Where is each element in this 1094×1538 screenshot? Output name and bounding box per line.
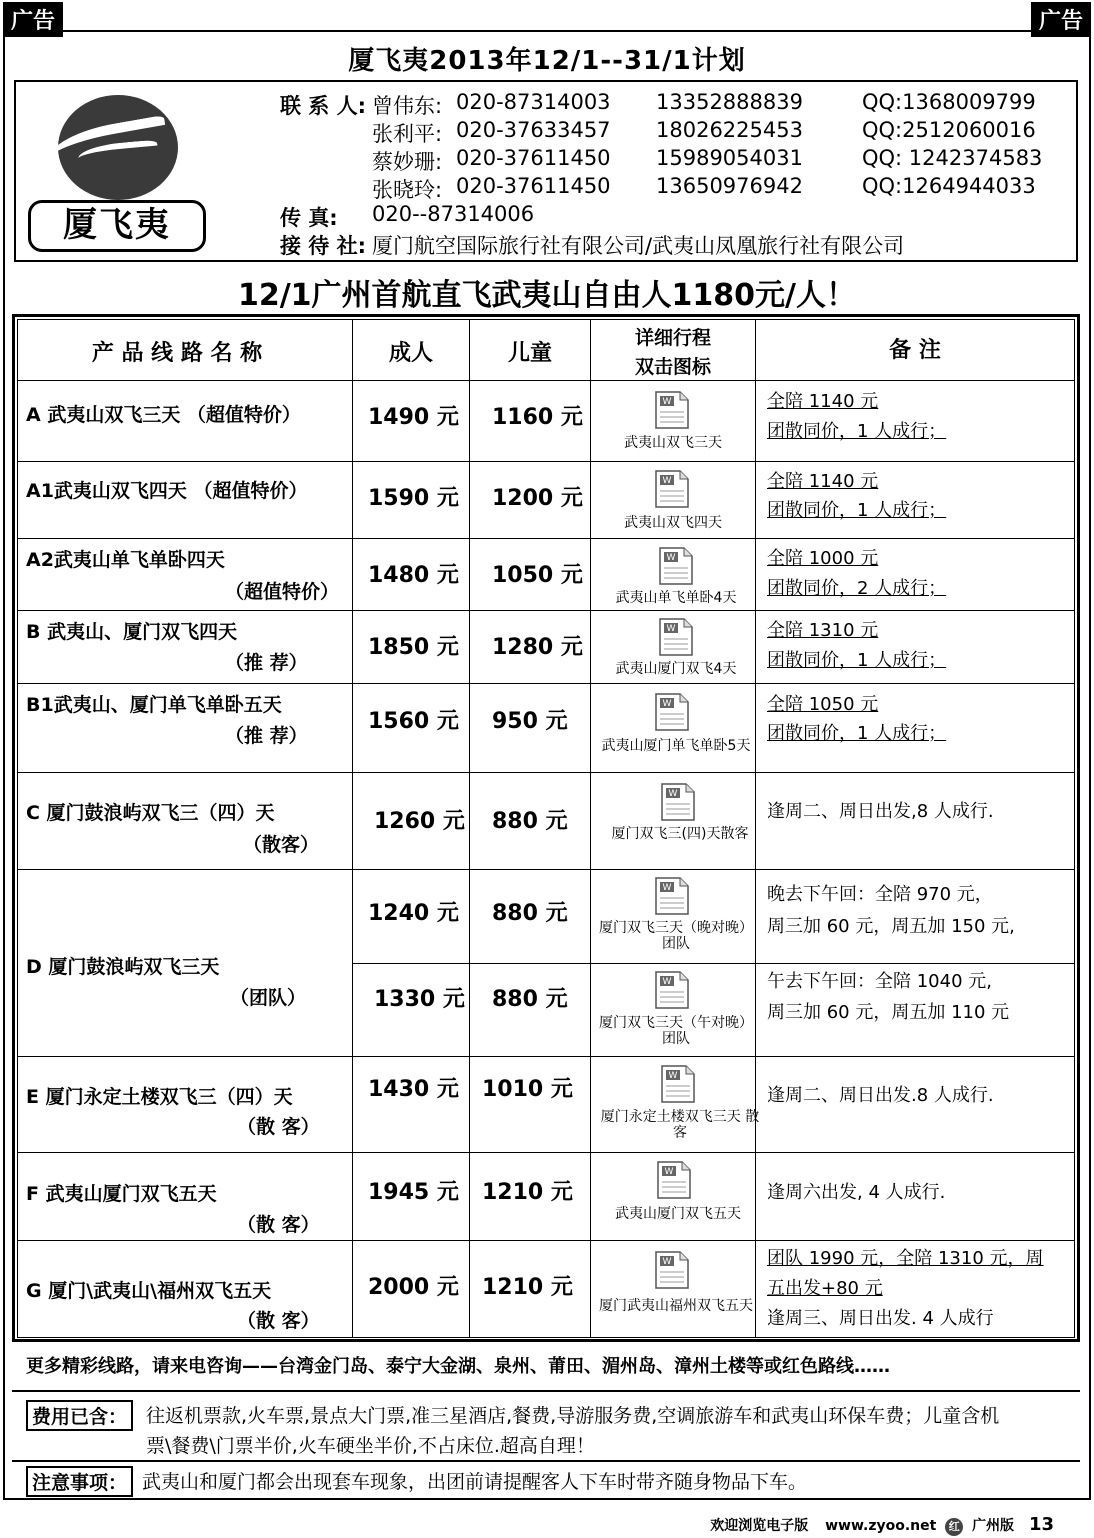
ad-label-left: 广告 [3,2,63,37]
remark-line: 逢周三、周日出发. 4 人成行 [767,1308,994,1329]
remark-line: 逢周二、周日出发,8 人成行. [767,801,994,822]
remark-line: 周三加 60 元，周五加 110 元 [767,1002,1010,1023]
svg-text:W: W [662,1257,672,1267]
route-tag: （团队） [230,987,307,1009]
divider [12,1390,1080,1392]
doc-caption[interactable]: 厦门双飞三天（晚对晚）团队 [599,920,753,952]
contact-phone: 020-37633457 [456,118,611,142]
contact-mobile: 15989054031 [656,146,803,170]
svg-text:W: W [666,553,676,563]
word-doc-icon[interactable] [654,1250,690,1290]
contact-name: 曾伟东: [372,94,443,118]
route-name: A1武夷山双飞四天 （超值特价） [26,480,308,502]
notice-text: 武夷山和厦门都会出现套车现象，出团前请提醒客人下车时带齐随身物品下车。 [142,1471,808,1493]
child-price: 1010 元 [482,1077,573,1102]
route-tag: （推 荐） [225,652,308,674]
route-name: E 厦门永定土楼双飞三（四）天 [26,1086,293,1108]
route-name: F 武夷山厦门双飞五天 [26,1183,217,1205]
word-doc-icon[interactable] [654,390,690,430]
route-name: B 武夷山、厦门双飞四天 [26,621,238,643]
remark-line: 全陪 1310 元 [767,620,879,641]
doc-caption[interactable]: 武夷山双飞三天 [624,435,722,451]
child-price: 1210 元 [482,1275,573,1300]
remark-line: 团散同价，1 人成行； [767,421,947,442]
doc-caption[interactable]: 厦门永定土楼双飞三天 散客 [600,1109,760,1141]
agency-label: 接 待 社: [280,234,367,258]
remark-line: 全陪 1050 元 [767,694,879,715]
promo-headline: 12/1广州首航直飞武夷山自由人1180元/人！ [237,278,857,313]
footer [710,1514,1054,1536]
adult-price: 1590 元 [368,486,459,511]
route-name: A 武夷山双飞三天 （超值特价） [26,404,301,426]
contact-qq: QQ:2512060016 [862,118,1036,142]
adult-price: 1850 元 [368,635,459,660]
remark-line: 五出发+80 元 [767,1278,883,1299]
doc-caption[interactable]: 厦门双飞三(四)天散客 [611,826,749,842]
adult-price: 1330 元 [374,987,465,1012]
contact-phone: 020-37611450 [456,146,611,170]
notice-label: 注意事项： [26,1466,133,1497]
header-route: 产 品 线 路 名 称 [91,341,263,366]
doc-caption[interactable]: 厦门武夷山福州双飞五天 [599,1298,753,1314]
footer-welcome: 欢迎浏览电子版 [710,1518,809,1534]
word-doc-icon[interactable] [660,1064,696,1104]
remark-line: 团散同价，1 人成行； [767,500,947,521]
svg-text:W: W [664,1167,674,1177]
page-title: 厦飞夷2013年12/1--31/1计划 [348,46,746,76]
remark-line: 全陪 1140 元 [767,391,879,412]
agency-name: 厦门航空国际旅行社有限公司/武夷山凤凰旅行社有限公司 [372,234,905,258]
contact-name: 蔡妙珊: [372,150,443,174]
doc-caption[interactable]: 武夷山单飞单卧4天 [615,590,737,606]
more-routes-text: 更多精彩线路，请来电咨询——台湾金门岛、泰宁大金湖、泉州、莆田、湄州岛、漳州土楼等或红色路线…… [26,1356,890,1377]
child-price: 1050 元 [492,563,583,588]
route-name: B1武夷山、厦门单飞单卧五天 [26,694,282,716]
word-doc-icon[interactable] [660,782,696,822]
contact-label: 联 系 人: [280,94,367,118]
remark-line: 逢周六出发, 4 人成行. [767,1182,946,1203]
contact-qq: QQ:1368009799 [862,90,1036,114]
word-doc-icon[interactable] [656,1160,692,1200]
contact-mobile: 13352888839 [656,90,803,114]
page-number: 13 [1028,1514,1054,1535]
remark-line: 周三加 60 元，周五加 150 元, [767,916,1015,937]
route-tag: （散 客） [237,1310,320,1332]
doc-caption[interactable]: 武夷山双飞四天 [624,515,722,531]
footer-edition: 广州版 [972,1518,1015,1534]
svg-text:W: W [668,789,678,799]
svg-text:W: W [668,1071,678,1081]
header-detail-2: 双击图标 [634,356,711,378]
fax-label: 传 真: [280,206,338,230]
child-price: 1160 元 [492,405,583,430]
adult-price: 1240 元 [368,901,459,926]
ad-label-right: 广告 [1031,2,1091,37]
route-tag: （散客） [243,834,320,856]
svg-text:W: W [662,397,672,407]
adult-cell [352,1056,470,1153]
remark-line: 团散同价，1 人成行； [767,723,947,744]
contact-name: 张利平: [372,122,443,146]
header-detail-1: 详细行程 [634,327,711,349]
route-name: C 厦门鼓浪屿双飞三（四）天 [26,802,275,824]
doc-caption[interactable]: 厦门双飞三天（午对晚）团队 [599,1015,753,1047]
word-doc-icon[interactable] [654,692,690,732]
remark-line: 晚去下午回：全陪 970 元， [767,884,993,905]
header-adult: 成人 [388,341,433,366]
adult-price: 1945 元 [368,1180,459,1205]
remark-line: 全陪 1000 元 [767,548,879,569]
divider [12,1460,1080,1462]
route-tag: （超值特价） [225,581,340,603]
fax-number: 020--87314006 [372,202,535,226]
contact-qq: QQ: 1242374583 [862,146,1043,170]
route-name: G 厦门\武夷山\福州双飞五天 [26,1280,272,1302]
header-remark: 备 注 [889,338,941,363]
adult-price: 1490 元 [368,405,459,430]
svg-text:W: W [662,699,672,709]
doc-caption[interactable]: 武夷山厦门双飞4天 [615,661,737,677]
svg-text:W: W [662,883,672,893]
remark-line: 团散同价，1 人成行； [767,650,947,671]
child-price: 880 元 [492,901,568,926]
remark-line: 逢周二、周日出发.8 人成行. [767,1085,994,1106]
child-cell [469,1056,591,1153]
doc-caption[interactable]: 武夷山厦门单飞单卧5天 [601,738,751,754]
word-doc-icon[interactable] [654,876,690,916]
word-doc-icon[interactable] [654,469,690,509]
adult-price: 2000 元 [368,1275,459,1300]
contact-name: 张晓玲: [372,178,443,202]
child-price: 880 元 [492,809,568,834]
route-tag: （散 客） [237,1214,320,1236]
svg-text:W: W [662,476,672,486]
footer-badge-icon: 红 [945,1518,963,1536]
child-price: 1280 元 [492,635,583,660]
contact-mobile: 18026225453 [656,118,803,142]
word-doc-icon[interactable] [658,546,694,586]
contact-qq: QQ:1264944033 [862,174,1036,198]
remark-line: 全陪 1140 元 [767,471,879,492]
adult-price: 1560 元 [368,709,459,734]
child-price: 1200 元 [492,486,583,511]
child-price: 950 元 [492,709,568,734]
remark-line: 团队 1990 元，全陪 1310 元，周 [767,1248,1044,1269]
adult-price: 1260 元 [374,809,465,834]
adult-price: 1430 元 [368,1077,459,1102]
route-name: D 厦门鼓浪屿双飞三天 [26,956,220,978]
route-tag: （推 荐） [225,725,308,747]
contact-phone: 020-37611450 [456,174,611,198]
contact-phone: 020-87314003 [456,90,611,114]
adult-price: 1480 元 [368,563,459,588]
fee-text-2: 票\餐费\门票半价,火车硬坐半价,不占床位.超高自理！ [146,1435,595,1457]
route-name: A2武夷山单飞单卧四天 [26,549,225,571]
word-doc-icon[interactable] [658,617,694,657]
header-child: 儿童 [507,341,552,366]
doc-caption[interactable]: 武夷山厦门双飞五天 [615,1206,741,1222]
child-price: 1210 元 [482,1180,573,1205]
logo-icon [58,95,178,200]
fee-label: 费用已含： [26,1400,133,1431]
footer-url[interactable]: www.zyoo.net [825,1518,937,1534]
svg-text:W: W [666,624,676,634]
child-price: 880 元 [492,987,568,1012]
fee-text-1: 往返机票款,火车票,景点大门票,准三星酒店,餐费,导游服务费,空调旅游车和武夷山环保车费；儿童含机 [146,1405,1000,1427]
word-doc-icon[interactable] [654,970,690,1010]
remark-line: 午去下午回：全陪 1040 元, [767,971,992,992]
svg-text:W: W [662,977,672,987]
remark-line: 团散同价，2 人成行； [767,578,947,599]
logo-text: 厦飞夷 [28,200,206,252]
route-tag: （散 客） [237,1116,320,1138]
contact-mobile: 13650976942 [656,174,803,198]
